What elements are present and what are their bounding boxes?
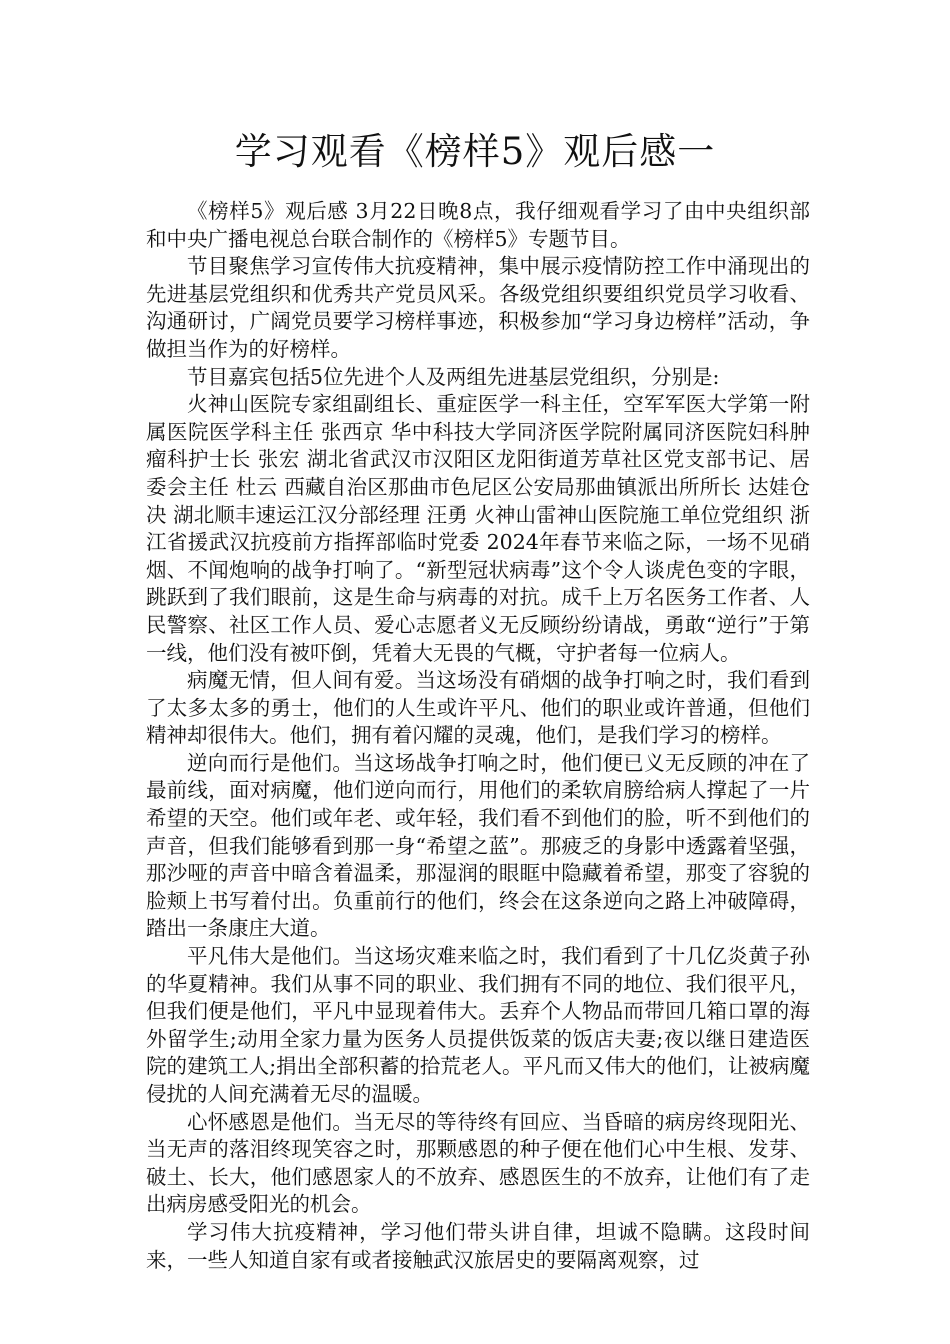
paragraph: 节目聚焦学习宣传伟大抗疫精神，集中展示疫情防控工作中涌现出的先进基层党组织和优秀共产党员风采。各级党组织要组织党员学习收看、沟通研讨，广阔党员要学习榜样事迹，积极参加“学习身边榜样”活动，争做担当作为的好榜样。 xyxy=(146,254,810,361)
paragraph: 《榜样5》观后感 3月22日晚8点，我仔细观看学习了由中央组织部和中央广播电视总台联合制作的《榜样5》专题节目。 xyxy=(146,199,810,251)
document-title: 学习观看《榜样5》观后感一 xyxy=(234,130,716,173)
paragraph: 火神山医院专家组副组长、重症医学一科主任，空军军医大学第一附属医院医学科主任 张西京 华中科技大学同济医学院附属同济医院妇科肿瘤科护士长 张宏 湖北省武汉市汉阳区龙阳街道芳草社区党支部书记、居委会主任 杜云 西藏自治区那曲市色尼区公安局那曲镇派出所所长 达娃仓决 湖北顺丰速运江汉分部经理 汪勇 火神山雷神山医院施工单位党组织 浙江省援武汉抗疫前方指挥部临时党委 2024年春节来临之际，一场不见硝烟、不闻炮响的战争打响了。“新型冠状病毒”这个令人谈虎色变的字眼，跳跃到了我们眼前，这是生命与病毒的对抗。成千上万名医务工作者、人民警察、社区工作人员、爱心志愿者义无反顾纷纷请战，勇敢“逆行”于第一线，他们没有被吓倒，凭着大无畏的气概，守护者每一位病人。 xyxy=(146,392,810,665)
paragraph: 病魔无情，但人间有爱。当这场没有硝烟的战争打响之时，我们看到了太多太多的勇士，他们的人生或许平凡、他们的职业或许普通，但他们精神却很伟大。他们，拥有着闪耀的灵魂，他们，是我们学习的榜样。 xyxy=(146,668,810,748)
paragraph: 平凡伟大是他们。当这场灾难来临之时，我们看到了十几亿炎黄子孙的华夏精神。我们从事不同的职业、我们拥有不同的地位、我们很平凡，但我们便是他们，平凡中显现着伟大。丢弃个人物品而带回几箱口罩的海外留学生;动用全家力量为医务人员提供饭菜的饭店夫妻;夜以继日建造医院的建筑工人;捐出全部积蓄的拾荒老人。平凡而又伟大的他们，让被病魔侵扰的人间充满着无尽的温暖。 xyxy=(146,944,810,1106)
document-body xyxy=(146,198,810,1274)
paragraph: 心怀感恩是他们。当无尽的等待终有回应、当昏暗的病房终现阳光、当无声的落泪终现笑容之时，那颗感恩的种子便在他们心中生根、发芽、破土、长大，他们感恩家人的不放弃、感恩医生的不放弃，让他们有了走出病房感受阳光的机会。 xyxy=(146,1109,810,1217)
paragraph: 节目嘉宾包括5位先进个人及两组先进基层党组织，分别是: xyxy=(187,364,720,389)
paragraph: 学习伟大抗疫精神，学习他们带头讲自律，坦诚不隐瞒。这段时间来，一些人知道自家有或者接触武汉旅居史的要隔离观察，过 xyxy=(146,1219,810,1272)
paragraph: 逆向而行是他们。当这场战争打响之时，他们便已义无反顾的冲在了最前线，面对病魔，他们逆向而行，用他们的柔软肩膀给病人撑起了一片希望的天空。他们或年老、或年轻，我们看不到他们的脸，听不到他们的声音，但我们能够看到那一身“希望之蓝”。那疲乏的身影中透露着坚强，那沙哑的声音中暗含着温柔，那湿润的眼眶中隐藏着希望，那变了容貌的脸颊上书写着付出。负重前行的他们，终会在这条逆向之路上冲破障碍，踏出一条康庄大道。 xyxy=(146,750,810,941)
